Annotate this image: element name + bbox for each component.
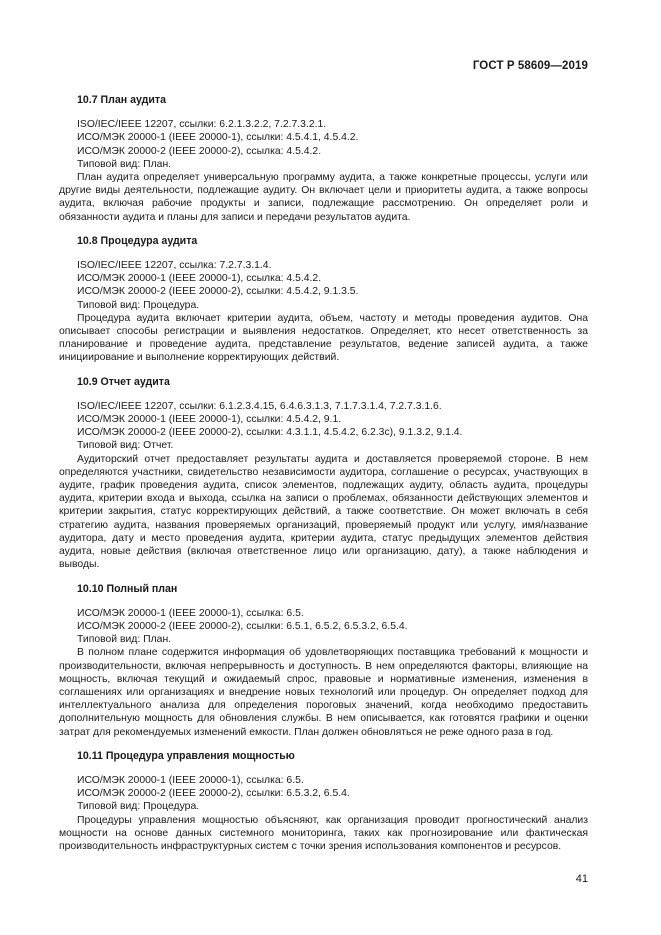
reference-line: ISO/IEC/IEEE 12207, ссылки: 6.1.2.3.4.15, 6.4.6.3.1.3, 7.1.7.3.1.4, 7.2.7.3.1.6.: [77, 400, 442, 412]
section-10-8: [59, 235, 588, 365]
view-type-line: Типовой вид: Отчет.: [77, 440, 174, 452]
reference-line: ISO/IEC/IEEE 12207, ссылки: 6.2.1.3.2.2, 7.2.7.3.2.1.: [77, 119, 327, 131]
section-title: 10.10 Полный план: [77, 582, 178, 595]
section-title: 10.8 Процедура аудита: [77, 234, 198, 247]
view-type-line: Типовой вид: Процедура.: [77, 801, 200, 813]
section-body: План аудита определяет универсальную программу аудита, а также конкретные процессы, услуги или другие виды деятельности, подлежащие аудиту. Он включает цели и приоритеты аудита, а также вопросы аудита, включая рабочие продукты и записи, подлежащие рассмотрению. Он определяет роли и обязанности аудита и планы для записи и передачи результатов аудита.: [59, 172, 588, 223]
section-body: Процедура аудита включает критерии аудита, объем, частоту и методы проведения аудитов. Она описывает способы регистрации и выявления недостатков. Определяет, кто несет ответственность за планирование и проведение аудита, представление результатов, ведение записей аудита, а также инициирование и выполнение корректирующих действий.: [59, 312, 588, 364]
section-title: 10.11 Процедура управления мощностью: [77, 749, 295, 762]
reference-line: ИСО/МЭК 20000-2 (IEEE 20000-2), ссылка: 4.5.4.2.: [77, 145, 322, 157]
page-number: 41: [575, 873, 588, 885]
section-title: 10.7 План аудита: [77, 94, 166, 106]
section-body: В полном плане содержится информация об удовлетворяющих поставщика требований к мощности и производительности, включая непрерывность и доступность. В нем определяются факторы, влияющие на мощность, включая текущий и ожидаемый спрос, правовые и нормативные изменения, изменения в соглашениях или организациях и внедрение новых технологий или процедур. Он определяет подход для интеллектуального анализа для определения пороговых значений, когда необходимо предоставить дополнительную мощность для обновления службы. В нем описывается, как готовятся графики и оценки затрат для рекомендуемых изменений емкости. План должен обновляться не реже одного раза в год.: [59, 647, 588, 738]
view-type-line: Типовой вид: План.: [77, 634, 172, 646]
section-title: 10.9 Отчет аудита: [77, 375, 170, 388]
page-content: [59, 94, 588, 864]
reference-line: ИСО/МЭК 20000-1 (IEEE 20000-1), ссылка: 4.5.4.2.: [77, 273, 322, 285]
section-body: Процедуры управления мощностью объясняют, как организация проводит прогностический анализ мощности на основе данных системного мониторинга, таких как прогнозирование или фактическая производительность инфраструктурных систем с точки зрения использования компонентов и ресурсов.: [59, 814, 588, 852]
reference-line: ИСО/МЭК 20000-2 (IEEE 20000-2), ссылки: 6.5.3.2, 6.5.4.: [77, 788, 350, 800]
reference-line: ИСО/МЭК 20000-1 (IEEE 20000-1), ссылка: 6.5.: [77, 607, 304, 619]
reference-line: ИСО/МЭК 20000-1 (IEEE 20000-1), ссылка: 6.5.: [77, 774, 304, 786]
section-10-7: [59, 94, 588, 224]
reference-line: ИСО/МЭК 20000-2 (IEEE 20000-2), ссылки: 6.5.1, 6.5.2, 6.5.3.2, 6.5.4.: [77, 620, 408, 632]
view-type-line: Типовой вид: План.: [77, 158, 172, 170]
section-10-10: [59, 583, 588, 739]
view-type-line: Типовой вид: Процедура.: [77, 299, 200, 311]
reference-line: ИСО/МЭК 20000-2 (IEEE 20000-2), ссылки: 4.5.4.2, 9.1.3.5.: [77, 286, 359, 298]
section-body: Аудиторский отчет предоставляет результаты аудита и доставляется проверяемой стороне. В нем определяются участники, свидетельство независимости аудитора, соглашение о ресурсах, участвующих в аудите, график проведения аудита, список элементов, подлежащих аудиту, область аудита, процедуры аудита, критерии входа и выхода, ссылка на записи о проблемах, обязанности действующих элементов и критерии закрытия, статус корректирующих действий, а также соответствие. Он может включать в себя стратегию аудита, названия проверяемых организаций, проверяемый продукт или услугу, имя/название аудитора, дату и место проведения аудита, критерии аудита, статус предыдущих элементов действия аудита, новые действия (включая ответственное лицо или организацию, дату), а также наблюдения и выводы.: [59, 453, 588, 571]
reference-line: ISO/IEC/IEEE 12207, ссылка: 7.2.7.3.1.4.: [77, 260, 272, 272]
document-page: [59, 0, 588, 935]
document-standard-id: ГОСТ Р 58609—2019: [472, 60, 588, 72]
section-10-11: [59, 750, 588, 853]
reference-line: ИСО/МЭК 20000-1 (IEEE 20000-1), ссылки: 4.5.4.2, 9.1.: [77, 414, 342, 426]
section-10-9: [59, 376, 588, 572]
reference-line: ИСО/МЭК 20000-1 (IEEE 20000-1), ссылки: 4.5.4.1, 4.5.4.2.: [77, 132, 359, 144]
reference-line: ИСО/МЭК 20000-2 (IEEE 20000-2), ссылки: 4.3.1.1, 4.5.4.2, 6.2.3с), 9.1.3.2, 9.1.4.: [77, 427, 463, 439]
